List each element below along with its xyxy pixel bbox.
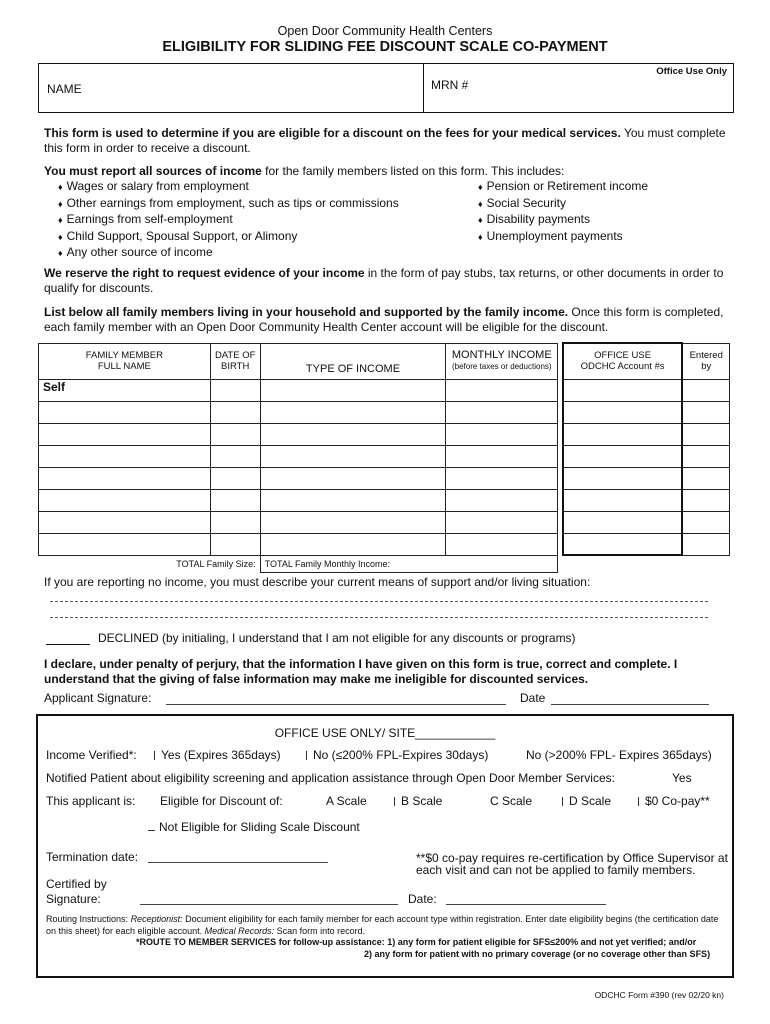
table-cell[interactable] bbox=[260, 533, 446, 555]
table-cell[interactable] bbox=[39, 467, 211, 489]
office-cell bbox=[563, 489, 683, 511]
office-cell bbox=[563, 511, 683, 533]
income-verified-label: Income Verified*: bbox=[46, 748, 137, 762]
office-use-only-label: Office Use Only bbox=[656, 66, 727, 77]
routing-label: Routing Instructions: bbox=[46, 914, 129, 924]
family-members-table bbox=[38, 342, 730, 573]
table-cell bbox=[682, 401, 729, 423]
not-eligible-option[interactable] bbox=[148, 820, 360, 834]
monthly-income-sublabel: (before taxes or deductions) bbox=[451, 362, 552, 371]
col-income-type-header: TYPE OF INCOME bbox=[260, 343, 446, 379]
evidence-paragraph bbox=[44, 266, 728, 296]
table-cell[interactable] bbox=[39, 401, 211, 423]
office-cell bbox=[563, 423, 683, 445]
routing-medical-text: Scan form into record. bbox=[274, 925, 366, 936]
intro-paragraph bbox=[44, 126, 728, 156]
zero-copay-option[interactable] bbox=[632, 794, 710, 808]
termination-date-line[interactable] bbox=[148, 862, 328, 863]
form-title: ELIGIBILITY FOR SLIDING FEE DISCOUNT SCALE CO-PAYMENT bbox=[162, 39, 608, 55]
no-income-line-1[interactable] bbox=[50, 601, 708, 602]
income-verified-no-200-option[interactable] bbox=[300, 748, 488, 762]
routing-bold-2: 2) any form for patient with no primary coverage (or no coverage other than SFS) bbox=[364, 948, 711, 959]
income-source-item: ♦ Unemployment payments bbox=[478, 229, 728, 246]
table-cell[interactable] bbox=[260, 401, 446, 423]
date-line[interactable] bbox=[551, 704, 709, 705]
certified-by-label: Certified by bbox=[46, 877, 107, 891]
table-cell[interactable] bbox=[210, 511, 260, 533]
form-number: ODCHC Form #390 (rev 02/20 kn) bbox=[594, 990, 724, 1000]
table-cell bbox=[682, 467, 729, 489]
income-source-item: ♦ Other earnings from employment, such as tips or commissions bbox=[58, 196, 458, 213]
table-cell[interactable] bbox=[446, 401, 558, 423]
income-source-item: ♦ Child Support, Spousal Support, or Alimony bbox=[58, 229, 458, 246]
evidence-bold: We reserve the right to request evidence of your income bbox=[44, 266, 365, 280]
table-cell bbox=[682, 423, 729, 445]
table-cell[interactable] bbox=[446, 379, 558, 401]
income-sources-bold: You must report all sources of income bbox=[44, 164, 262, 178]
table-cell[interactable] bbox=[446, 445, 558, 467]
termination-date-label: Termination date: bbox=[46, 850, 139, 864]
not-eligible-label: Not Eligible for Sliding Scale Discount bbox=[159, 820, 360, 834]
name-mrn-divider bbox=[423, 64, 424, 112]
scale-d-option[interactable] bbox=[556, 794, 611, 808]
income-verified-yes-option[interactable] bbox=[148, 748, 281, 762]
income-sources-intro bbox=[44, 164, 728, 179]
table-cell[interactable] bbox=[446, 489, 558, 511]
applicant-is-label: This applicant is: bbox=[46, 794, 136, 808]
scale-a-option[interactable]: A Scale bbox=[326, 794, 367, 808]
option-no-over-label: No (>200% FPL- Expires 365days) bbox=[526, 748, 712, 762]
no-income-prompt: If you are reporting no income, you must describe your current means of support and/or living situation: bbox=[44, 575, 591, 589]
table-header-row bbox=[39, 343, 730, 379]
income-source-item: ♦ Pension or Retirement income bbox=[478, 179, 728, 196]
certifier-signature-line[interactable] bbox=[140, 904, 398, 905]
office-cell bbox=[563, 379, 683, 401]
income-source-item: ♦ Social Security bbox=[478, 196, 728, 213]
table-cell bbox=[682, 533, 729, 555]
mrn-label: MRN # bbox=[431, 78, 469, 92]
table-row bbox=[39, 423, 730, 445]
notified-patient-text: Notified Patient about eligibility screening and application assistance through Open Door Member Services: bbox=[46, 771, 615, 785]
intro-rest: You must complete this form in order to receive a discount. bbox=[44, 126, 726, 155]
checkbox-mark bbox=[394, 797, 395, 806]
self-row-label: Self bbox=[39, 379, 211, 401]
col-office-use-header: OFFICE USE ODCHC Account #s bbox=[563, 343, 683, 379]
table-cell[interactable] bbox=[260, 379, 446, 401]
signature-label: Signature: bbox=[46, 892, 101, 906]
income-sources-rest: for the family members listed on this form. This includes: bbox=[261, 164, 565, 178]
evidence-rest: in the form of pay stubs, tax returns, or other documents in order to qualify for discounts. bbox=[44, 266, 724, 295]
list-instructions-paragraph bbox=[44, 305, 728, 335]
table-cell bbox=[682, 489, 729, 511]
table-cell[interactable] bbox=[446, 467, 558, 489]
applicant-signature-label: Applicant Signature: bbox=[44, 691, 152, 705]
income-sources-right-list bbox=[478, 179, 728, 245]
col-dob-header: DATE OF BIRTH bbox=[210, 343, 260, 379]
income-source-item: ♦ Earnings from self-employment bbox=[58, 212, 458, 229]
table-row bbox=[39, 379, 730, 401]
table-cell[interactable] bbox=[39, 533, 211, 555]
copay-footnote: **$0 co-pay requires re-certification by Office Supervisor at each visit and can not be applied to family members. bbox=[416, 851, 728, 877]
col-entered-by-header: Entered by bbox=[682, 343, 729, 379]
col-family-member-header: FAMILY MEMBER FULL NAME bbox=[39, 343, 211, 379]
income-verified-no-over-option[interactable] bbox=[526, 748, 712, 762]
table-cell[interactable] bbox=[210, 401, 260, 423]
name-mrn-box bbox=[38, 63, 734, 113]
name-label: NAME bbox=[47, 82, 82, 96]
routing-medical-label: Medical Records: bbox=[204, 925, 275, 936]
option-yes-label: Yes (Expires 365days) bbox=[161, 748, 281, 762]
office-use-heading: OFFICE USE ONLY/ SITE____________ bbox=[274, 726, 496, 740]
table-cell[interactable] bbox=[260, 489, 446, 511]
income-source-item: ♦ Any other source of income bbox=[58, 245, 458, 262]
table-cell[interactable] bbox=[260, 467, 446, 489]
checkbox-mark bbox=[154, 751, 155, 760]
scale-b-option[interactable] bbox=[388, 794, 442, 808]
scale-d-label: D Scale bbox=[569, 794, 612, 808]
declined-text: DECLINED (by initialing, I understand that I am not eligible for any discounts or programs) bbox=[98, 631, 576, 645]
routing-instructions bbox=[46, 914, 726, 960]
checkbox-mark bbox=[562, 797, 563, 806]
office-cell bbox=[563, 445, 683, 467]
monthly-income-label: MONTHLY INCOME bbox=[451, 349, 552, 361]
routing-receptionist-label: Receptionist: bbox=[130, 914, 183, 924]
zero-copay-label: $0 Co-pay** bbox=[645, 794, 710, 808]
table-cell[interactable] bbox=[210, 423, 260, 445]
list-instructions-rest: Once this form is completed, each family member with an Open Door Community Health Center account will be eligible for the discount. bbox=[44, 305, 724, 334]
intro-bold: This form is used to determine if you are eligible for a discount on the fees for your medical services. bbox=[44, 126, 621, 140]
table-cell bbox=[682, 379, 729, 401]
table-cell[interactable] bbox=[260, 423, 446, 445]
table-cell[interactable] bbox=[39, 445, 211, 467]
certified-date-label: Date: bbox=[408, 892, 437, 906]
table-cell[interactable] bbox=[260, 445, 446, 467]
checkbox-mark bbox=[638, 797, 639, 806]
table-blank bbox=[563, 555, 683, 572]
table-row bbox=[39, 445, 730, 467]
scale-b-label: B Scale bbox=[401, 794, 443, 808]
certified-date-line[interactable] bbox=[446, 904, 606, 905]
table-row bbox=[39, 489, 730, 511]
table-cell[interactable] bbox=[210, 489, 260, 511]
table-cell[interactable] bbox=[210, 379, 260, 401]
notified-yes-option[interactable]: Yes bbox=[672, 771, 692, 785]
table-cell[interactable] bbox=[210, 533, 260, 555]
date-label: Date bbox=[520, 691, 546, 705]
office-cell bbox=[563, 467, 683, 489]
routing-text: Document eligibility for each family member for each account type within registration. Enter date eligibility begins (the certification date on this sheet) for each eligible account. bbox=[46, 914, 719, 936]
income-source-item: ♦ Wages or salary from employment bbox=[58, 179, 458, 196]
organization-name: Open Door Community Health Centers bbox=[277, 24, 493, 38]
table-row bbox=[39, 467, 730, 489]
list-instructions-bold: List below all family members living in your household and supported by the family income. bbox=[44, 305, 569, 319]
applicant-signature-line[interactable] bbox=[166, 704, 506, 705]
option-no-200-label: No (≤200% FPL-Expires 30days) bbox=[313, 748, 489, 762]
table-cell[interactable] bbox=[210, 467, 260, 489]
table-row bbox=[39, 401, 730, 423]
office-use-box bbox=[36, 714, 734, 978]
table-cell[interactable] bbox=[446, 423, 558, 445]
table-row bbox=[39, 533, 730, 555]
total-family-size-label: TOTAL Family Size: bbox=[39, 555, 261, 572]
checkbox-mark bbox=[306, 751, 307, 760]
declined-initials-line[interactable] bbox=[46, 644, 90, 645]
income-source-item: ♦ Disability payments bbox=[478, 212, 728, 229]
total-monthly-income-label: TOTAL Family Monthly Income: bbox=[260, 555, 558, 572]
table-row bbox=[39, 511, 730, 533]
table-cell bbox=[682, 445, 729, 467]
table-cell bbox=[682, 511, 729, 533]
table-cell[interactable] bbox=[39, 423, 211, 445]
checkbox-mark bbox=[148, 830, 155, 831]
table-cell[interactable] bbox=[39, 489, 211, 511]
table-cell[interactable] bbox=[446, 533, 558, 555]
no-income-line-2[interactable] bbox=[50, 617, 708, 618]
office-cell bbox=[563, 533, 683, 555]
income-sources-left-list bbox=[58, 179, 458, 262]
routing-bold-1: *ROUTE TO MEMBER SERVICES for follow-up assistance: 1) any form for patient eligible for SFS≤200% and not yet verified; and/or bbox=[136, 937, 697, 947]
office-cell bbox=[563, 401, 683, 423]
eligible-for-label: Eligible for Discount of: bbox=[160, 794, 283, 808]
table-cell[interactable] bbox=[260, 511, 446, 533]
totals-row bbox=[39, 555, 730, 572]
table-cell[interactable] bbox=[39, 511, 211, 533]
col-monthly-income-header bbox=[446, 343, 558, 379]
declaration-paragraph: I declare, under penalty of perjury, that the information I have given on this form is true, correct and complete. I understand that the giving of false information may make me ineligible for discounted services. bbox=[44, 657, 678, 686]
table-blank bbox=[682, 555, 729, 572]
table-cell[interactable] bbox=[210, 445, 260, 467]
table-cell[interactable] bbox=[446, 511, 558, 533]
scale-c-option[interactable]: C Scale bbox=[490, 794, 533, 808]
